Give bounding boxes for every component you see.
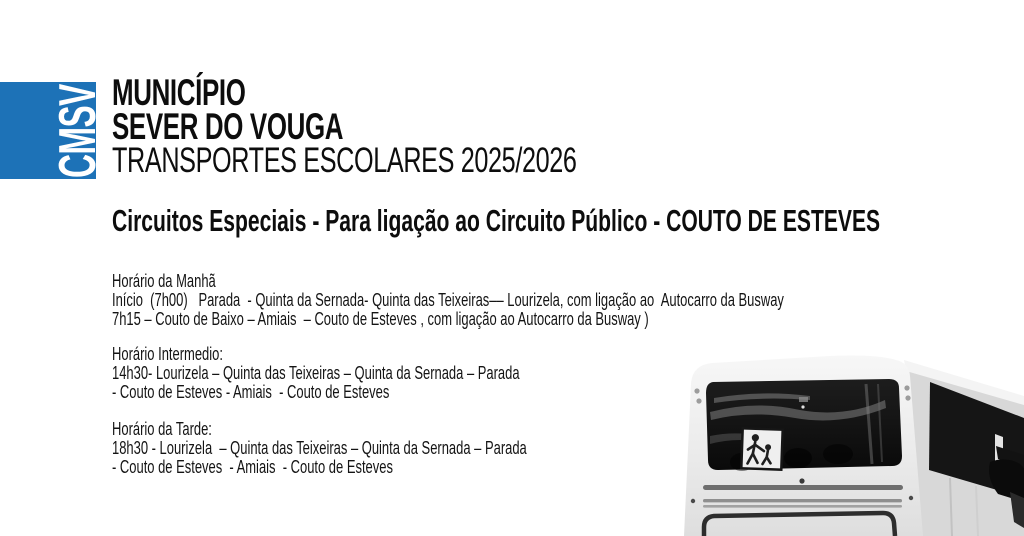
section-heading: Horário da Manhã	[112, 271, 216, 291]
header	[112, 72, 757, 180]
header-transportes-escolares: TRANSPORTES ESCOLARES 2025/2026	[112, 141, 577, 180]
screw-dot	[691, 499, 695, 503]
schedule-section-afternoon	[112, 420, 688, 477]
interior-display	[799, 397, 808, 402]
header-municipio: MUNICÍPIO	[112, 72, 246, 113]
schedule-line: - Couto de Esteves - Amiais - Couto de Esteves	[112, 457, 393, 477]
bus-photo-graphic	[680, 350, 1024, 536]
schedule-section-intermediate	[112, 345, 678, 402]
schedule-line: 14h30- Lourizela – Quinta das Teixeiras – Quinta da Sernada – Parada	[112, 363, 520, 383]
header-sever-do-vouga: SEVER DO VOUGA	[112, 106, 344, 147]
bus-photo	[680, 350, 1024, 536]
cmsv-logo	[0, 82, 107, 179]
fastener-dot	[905, 395, 910, 400]
schedule-section-morning	[112, 272, 1024, 329]
section-heading: Horário da Tarde:	[112, 419, 212, 439]
school-children-sign-icon	[741, 428, 782, 469]
schedule-line: - Couto de Esteves - Amiais - Couto de Esteves	[112, 382, 390, 402]
fastener-dot	[696, 398, 701, 403]
page-title: Circuitos Especiais - Para ligação ao Circuito Público - COUTO DE ESTEVES	[112, 203, 881, 238]
vent-slat	[703, 485, 903, 490]
schedule-line: Início (7h00) Parada - Quinta da Sernada- Quinta das Teixeiras–– Lourizela, com ligação ao Autocarro da Busway	[112, 290, 784, 310]
schedule-line: 7h15 – Couto de Baixo – Amiais – Couto de Esteves , com ligação ao Autocarro da Busway )	[112, 309, 649, 329]
screw-dot	[909, 496, 913, 500]
latch-dot	[799, 478, 804, 483]
fastener-dot	[904, 385, 909, 390]
vent-slat	[703, 505, 902, 508]
cmsv-logo-text: CMSV	[49, 84, 107, 178]
interior-light	[801, 405, 804, 408]
seat-silhouette	[823, 444, 853, 464]
fastener-dot	[694, 388, 699, 393]
vent-slat	[703, 499, 902, 502]
section-heading: Horário Intermedio:	[112, 344, 223, 364]
schedule-line: 18h30 - Lourizela – Quinta das Teixeiras – Quinta da Sernada – Parada	[112, 438, 527, 458]
seat-silhouette	[784, 448, 812, 468]
